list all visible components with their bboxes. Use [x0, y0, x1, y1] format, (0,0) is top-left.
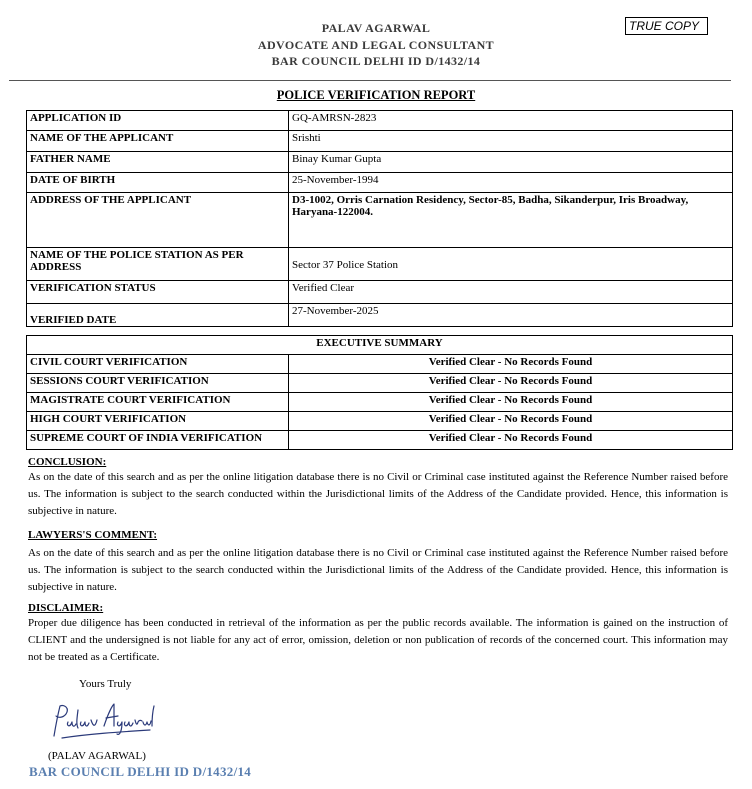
row-value: Verified Clear - No Records Found: [289, 355, 733, 374]
signatory-name: (PALAV AGARWAL): [48, 750, 146, 762]
row-value: Verified Clear: [289, 281, 733, 304]
row-value: GQ-AMRSN-2823: [289, 111, 733, 131]
applicant-details-table: [26, 110, 733, 327]
row-value: Verified Clear - No Records Found: [289, 412, 733, 431]
table-row: [27, 393, 733, 412]
advocate-name: PALAV AGARWAL: [321, 21, 431, 35]
row-value: Verified Clear - No Records Found: [289, 374, 733, 393]
row-value: Binay Kumar Gupta: [289, 152, 733, 173]
lawyers-comment-text: As on the date of this search and as per the online litigation database there is no Civil or Criminal case instituted against the Reference Number raised before us. The information is subject to the search conducted within the Jurisdictional limits of the Address of the Candidate provided. Hence, this information is subjective in nature.: [28, 547, 728, 593]
true-copy-stamp: TRUE COPY: [625, 17, 708, 35]
signature-image: [48, 700, 158, 740]
row-label: SUPREME COURT OF INDIA VERIFICATION: [27, 431, 289, 450]
table-row: [27, 173, 733, 193]
row-value: D3-1002, Orris Carnation Residency, Sector-85, Badha, Sikanderpur, Iris Broadway, Haryana-122004.: [289, 193, 733, 248]
row-value: 25-November-1994: [289, 173, 733, 193]
row-value: Srishti: [289, 131, 733, 152]
disclaimer-text: Proper due diligence has been conducted in retrieval of the information as per the public records available. The information is gained on the instruction of CLIENT and the undersigned is not liable for any act of error, omission, deletion or non publication of records of the concerned court. This information may not be treated as a Certificate.: [28, 617, 728, 663]
lawyers-comment-heading: LAWYERS'S COMMENT:: [28, 529, 158, 541]
signatory-bar-id: BAR COUNCIL DELHI ID D/1432/14: [29, 764, 252, 779]
table-row: [27, 111, 733, 131]
summary-heading: EXECUTIVE SUMMARY: [27, 336, 733, 355]
executive-summary-table: [26, 335, 733, 450]
table-row: [27, 131, 733, 152]
row-label: VERIFIED DATE: [27, 304, 289, 327]
row-label: NAME OF THE POLICE STATION AS PER ADDRESS: [27, 248, 289, 281]
conclusion-text: As on the date of this search and as per the online litigation database there is no Civil or Criminal case instituted against the Reference Number raised before us. The information is subject to the search conducted within the Jurisdictional limits of the Address of the Candidate provided. Hence, this information is subjective in nature.: [28, 471, 728, 517]
disclaimer-section: [28, 601, 728, 666]
row-label: DATE OF BIRTH: [27, 173, 289, 193]
row-label: APPLICATION ID: [27, 111, 289, 131]
advocate-role: ADVOCATE AND LEGAL CONSULTANT: [257, 37, 495, 52]
table-row: [27, 374, 733, 393]
table-row: [27, 304, 733, 327]
row-value: 27-November-2025: [289, 304, 733, 327]
conclusion-section: [28, 455, 728, 520]
row-value: Sector 37 Police Station: [289, 248, 733, 281]
row-label: CIVIL COURT VERIFICATION: [27, 355, 289, 374]
table-row: [27, 336, 733, 355]
conclusion-heading: CONCLUSION:: [28, 456, 107, 468]
disclaimer-heading: DISCLAIMER:: [28, 602, 104, 614]
row-label: SESSIONS COURT VERIFICATION: [27, 374, 289, 393]
report-title: POLICE VERIFICATION REPORT: [276, 88, 476, 102]
header-divider: [9, 80, 731, 81]
table-row: [27, 281, 733, 304]
salutation: Yours Truly: [79, 678, 132, 690]
row-label: HIGH COURT VERIFICATION: [27, 412, 289, 431]
lawyers-comment-section: [28, 528, 728, 596]
row-label: FATHER NAME: [27, 152, 289, 173]
table-row: [27, 248, 733, 281]
row-value: Verified Clear - No Records Found: [289, 393, 733, 412]
table-row: [27, 152, 733, 173]
table-row: [27, 412, 733, 431]
row-label: ADDRESS OF THE APPLICANT: [27, 193, 289, 248]
table-row: [27, 431, 733, 450]
row-value: Verified Clear - No Records Found: [289, 431, 733, 450]
row-label: NAME OF THE APPLICANT: [27, 131, 289, 152]
row-label: MAGISTRATE COURT VERIFICATION: [27, 393, 289, 412]
table-row: [27, 355, 733, 374]
advocate-bar-id: BAR COUNCIL DELHI ID D/1432/14: [271, 54, 481, 68]
row-label: VERIFICATION STATUS: [27, 281, 289, 304]
table-row: [27, 193, 733, 248]
